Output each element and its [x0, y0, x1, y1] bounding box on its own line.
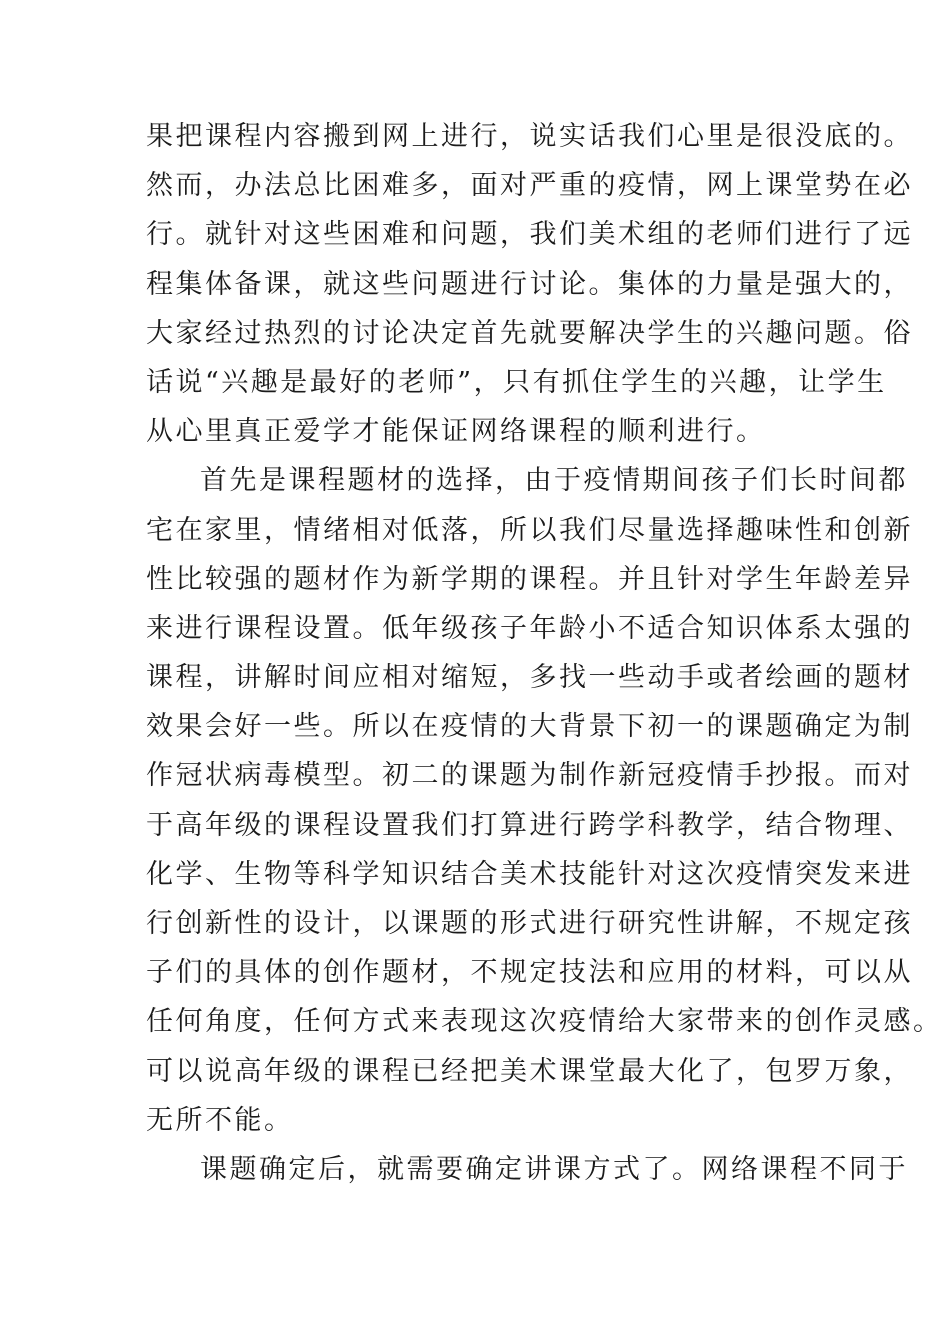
text-line: 任何角度，任何方式来表现这次疫情给大家带来的创作灵感。	[146, 1006, 943, 1038]
text-line: 首先是课程题材的选择，由于疫情期间孩子们长时间都	[200, 465, 908, 497]
text-line: 课程，讲解时间应相对缩短，多找一些动手或者绘画的题材	[146, 662, 913, 694]
text-line: 然而，办法总比困难多，面对严重的疫情，网上课堂势在必	[146, 170, 913, 202]
text-line: 行创新性的设计，以课题的形式进行研究性讲解，不规定孩	[146, 908, 913, 939]
text-line: 子们的具体的创作题材，不规定技法和应用的材料，可以从	[146, 957, 913, 989]
text-line: 大家经过热烈的讨论决定首先就要解决学生的兴趣问题。俗	[146, 317, 913, 349]
text-line: 无所不能。	[146, 1104, 294, 1136]
text-line: 从心里真正爱学才能保证网络课程的顺利进行。	[146, 416, 766, 448]
text-line: 宅在家里，情绪相对低落，所以我们尽量选择趣味性和创新	[146, 514, 913, 546]
text-line: 效果会好一些。所以在疫情的大背景下初一的课题确定为制	[146, 711, 913, 743]
text-line: 课题确定后，就需要确定讲课方式了。网络课程不同于	[200, 1153, 908, 1185]
text-line: 作冠状病毒模型。初二的课题为制作新冠疫情手抄报。而对	[146, 760, 913, 792]
text-line: 性比较强的题材作为新学期的课程。并且针对学生年龄差异	[146, 563, 913, 595]
body-text	[146, 112, 943, 1194]
text-line: 来进行课程设置。低年级孩子年龄小不适合知识体系太强的	[146, 612, 913, 644]
text-line: 程集体备课，就这些问题进行讨论。集体的力量是强大的，	[146, 268, 913, 300]
text-line: 行。就针对这些困难和问题，我们美术组的老师们进行了远	[146, 219, 913, 251]
text-line: 可以说高年级的课程已经把美术课堂最大化了，包罗万象，	[146, 1055, 913, 1087]
text-line: 于高年级的课程设置我们打算进行跨学科教学，结合物理、	[146, 809, 913, 841]
text-line: 话说“兴趣是最好的老师”，只有抓住学生的兴趣，让学生	[146, 366, 887, 398]
text-line: 化学、生物等科学知识结合美术技能针对这次疫情突发来进	[146, 858, 913, 890]
text-line: 果把课程内容搬到网上进行，说实话我们心里是很没底的。	[146, 121, 913, 152]
